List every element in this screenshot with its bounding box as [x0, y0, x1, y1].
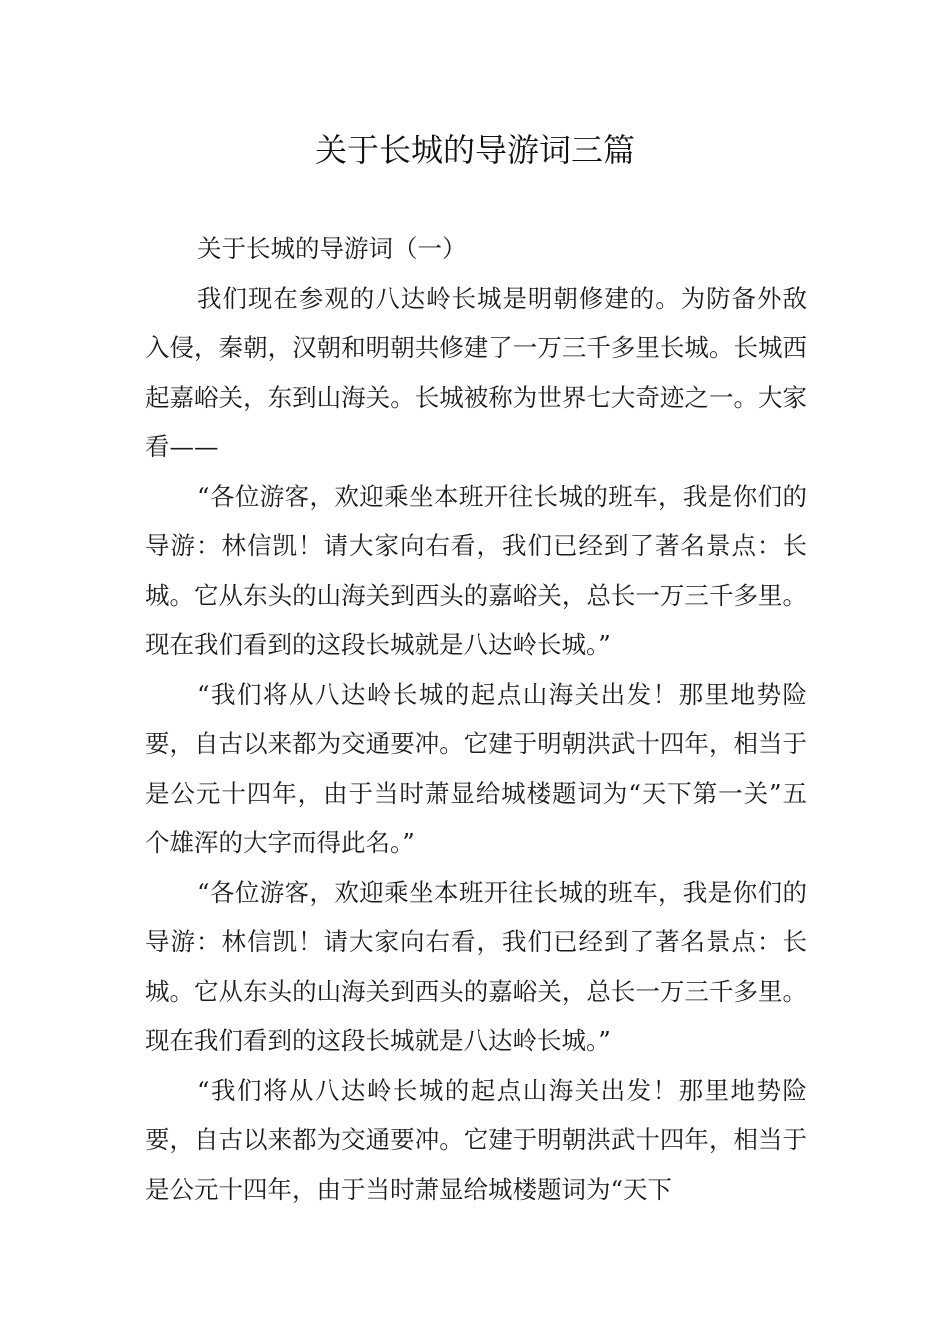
paragraph: “各位游客，欢迎乘坐本班开往长城的班车，我是你们的导游：林信凯！请大家向右看，我们已经到了著名景点：长城。它从东头的山海关到西头的嘉峪关，总长一万三千多里。现在我们看到的这段长城就是八达岭长城。” [145, 481, 807, 659]
paragraph: “我们将从八达岭长城的起点山海关出发！那里地势险要，自古以来都为交通要冲。它建于明朝洪武十四年，相当于是公元十四年，由于当时萧显给城楼题词为“天下第一关”五个雄浑的大字而得此名。” [145, 679, 807, 857]
document-body [145, 224, 807, 1214]
paragraph: “我们将从八达岭长城的起点山海关出发！那里地势险要，自古以来都为交通要冲。它建于明朝洪武十四年，相当于是公元十四年，由于当时萧显给城楼题词为“天下 [145, 1075, 807, 1204]
paragraph: “各位游客，欢迎乘坐本班开往长城的班车，我是你们的导游：林信凯！请大家向右看，我们已经到了著名景点：长城。它从东头的山海关到西头的嘉峪关，总长一万三千多里。现在我们看到的这段长城就是八达岭长城。” [145, 877, 807, 1055]
section-heading: 关于长城的导游词（一） [197, 234, 467, 263]
document-title: 关于长城的导游词三篇 [314, 131, 635, 169]
paragraph: 我们现在参观的八达岭长城是明朝修建的。为防备外敌入侵，秦朝，汉朝和明朝共修建了一万三千多里长城。长城西起嘉峪关，东到山海关。长城被称为世界七大奇迹之一。大家看—— [145, 283, 807, 461]
